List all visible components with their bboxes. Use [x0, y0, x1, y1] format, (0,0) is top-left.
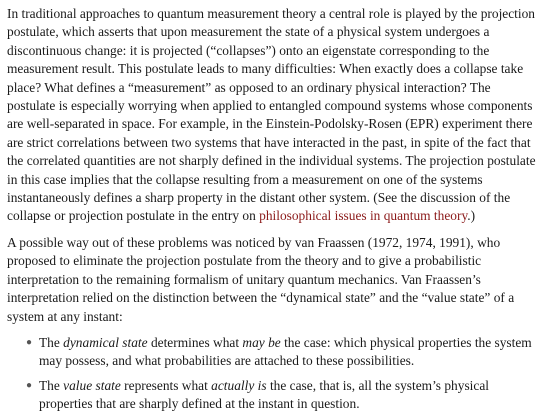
term-dynamical-state: dynamical state	[63, 334, 148, 350]
philosophical-issues-link[interactable]: philosophical issues in quantum theory	[259, 208, 468, 224]
paragraph-text-end: .)	[467, 208, 476, 224]
list-item-mid: determines what	[147, 334, 243, 350]
paragraph-text: In traditional approaches to quantum measurement theory a central role is played by the projection postulate, which asserts that upon measurement the state of a physical system undergoes a discontinuous change: it is projected (“collapses”) onto an eigenstate corresponding to the measurement result. This postulate leads to many difficulties: When exactly does a collapse take place? What defines a “measurement” as opposed to an ordinary physical interaction? The postulate is especially worrying when applied to entangled compound systems whose components are well-separated in space. For example, in the Einstein-Podolsky-Rosen (EPR) experiment there are strict correlations between two systems that have interacted in the past, in spite of the fact that the correlated quantities are not sharply defined in the individual systems. The projection postulate in this case implies that the collapse resulting from a measurement on one of the systems instantaneously defines a sharp property in the distant other system. (See the discussion of the collapse or projection postulate in the entry on	[7, 6, 536, 224]
paragraph-projection-postulate	[7, 5, 537, 226]
list-item-rest: the case: which physical properties the system may possess, and what probabilities are attached to these possibilities.	[39, 334, 532, 369]
bullet-icon: ●	[26, 379, 33, 391]
term-value-state: value state	[63, 377, 121, 393]
emphasis-may-be: may be	[242, 334, 281, 350]
bullet-icon: ●	[26, 336, 33, 348]
list-item-lead: The	[39, 377, 64, 393]
state-distinction-list	[7, 334, 537, 414]
list-item-mid: represents what	[120, 377, 212, 393]
article-body	[7, 5, 537, 420]
list-item-dynamical-state	[26, 334, 537, 371]
list-item-rest: the case, that is, all the system’s physical properties that are sharply defined at the instant in question.	[39, 377, 489, 412]
paragraph-van-fraassen: A possible way out of these problems was noticed by van Fraassen (1972, 1974, 1991), who proposed to eliminate the projection postulate from the theory and to give a probabilistic interpretation to the remaining formalism of unitary quantum mechanics. Van Fraassen’s interpretation relied on the distinction between the “dynamical state” and the “value state” of a system at any instant:	[7, 234, 515, 324]
list-item-value-state	[26, 377, 537, 414]
emphasis-actually-is: actually is	[211, 377, 267, 393]
list-item-lead: The	[39, 334, 64, 350]
